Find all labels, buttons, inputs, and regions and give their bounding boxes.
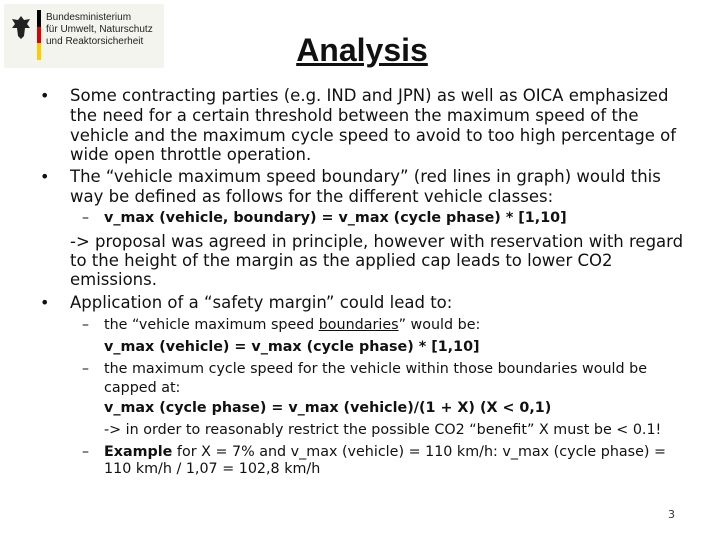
ministry-name-line-2: für Umwelt, Naturschutz <box>46 24 153 35</box>
sub-c-marker: – <box>82 444 89 460</box>
sub-a-text-post: ” would be: <box>398 317 481 333</box>
sub-b-line-1: the maximum cycle speed for the vehicle within those boundaries would be <box>104 361 647 377</box>
bullet-1-line-2: the need for a certain threshold between the maximum speed of the <box>70 106 639 125</box>
bullet-1-marker: • <box>40 86 50 105</box>
boundary-formula: v_max (vehicle, boundary) = v_max (cycle phase) * [1,10] <box>104 210 567 226</box>
sub-c-example-label: Example <box>104 444 173 460</box>
sub-a-text-pre: the “vehicle maximum speed <box>104 317 319 333</box>
note-line-1: -> proposal was agreed in principle, however with reservation with regard <box>70 232 684 251</box>
bullet-1-line-1: Some contracting parties (e.g. IND and JPN) as well as OICA emphasized <box>70 86 669 105</box>
bullet-2-line-2: way be defined as follows for the different vehicle classes: <box>70 187 554 206</box>
ministry-name-line-3: und Reaktorsicherheit <box>46 36 144 47</box>
slide-title: Analysis <box>296 32 428 68</box>
note-line-2: to the height of the margin as the applied cap leads to lower CO2 <box>70 251 613 270</box>
bullet-2-sub-1-marker: – <box>82 210 89 226</box>
sub-c-line-1 <box>104 444 666 461</box>
bullet-1-line-3: vehicle and the maximum cycle speed to avoid to too high percentage of <box>70 126 677 145</box>
bullet-3-marker: • <box>40 293 50 312</box>
note-line-3: emissions. <box>70 270 157 289</box>
bullet-3-line-1: Application of a “safety margin” could lead to: <box>70 293 453 312</box>
ministry-name-line-1: Bundesministerium <box>46 12 132 23</box>
bullet-2-line-1: The “vehicle maximum speed boundary” (red lines in graph) would this <box>70 167 661 186</box>
sub-c-example-text: for X = 7% and v_max (vehicle) = 110 km/h: v_max (cycle phase) = <box>172 444 666 460</box>
sub-b-marker: – <box>82 361 89 377</box>
bullet-1-line-4: wide open throttle operation. <box>70 145 312 164</box>
sub-b-line-4: -> in order to reasonably restrict the possible CO2 “benefit” X must be < 0.1! <box>104 422 662 438</box>
bullet-2-marker: • <box>40 167 50 186</box>
sub-a-text-underlined: boundaries <box>318 317 399 333</box>
sub-a-line-1 <box>104 317 480 334</box>
sub-c-line-2: 110 km/h / 1,07 = 102,8 km/h <box>104 461 321 477</box>
sub-b-line-2: capped at: <box>104 380 181 396</box>
sub-a-marker: – <box>82 317 89 333</box>
cycle-speed-cap-formula: v_max (cycle phase) = v_max (vehicle)/(1 + X) (X < 0,1) <box>104 400 552 416</box>
page-number: 3 <box>668 508 675 521</box>
safety-margin-formula: v_max (vehicle) = v_max (cycle phase) * [1,10] <box>104 339 480 355</box>
